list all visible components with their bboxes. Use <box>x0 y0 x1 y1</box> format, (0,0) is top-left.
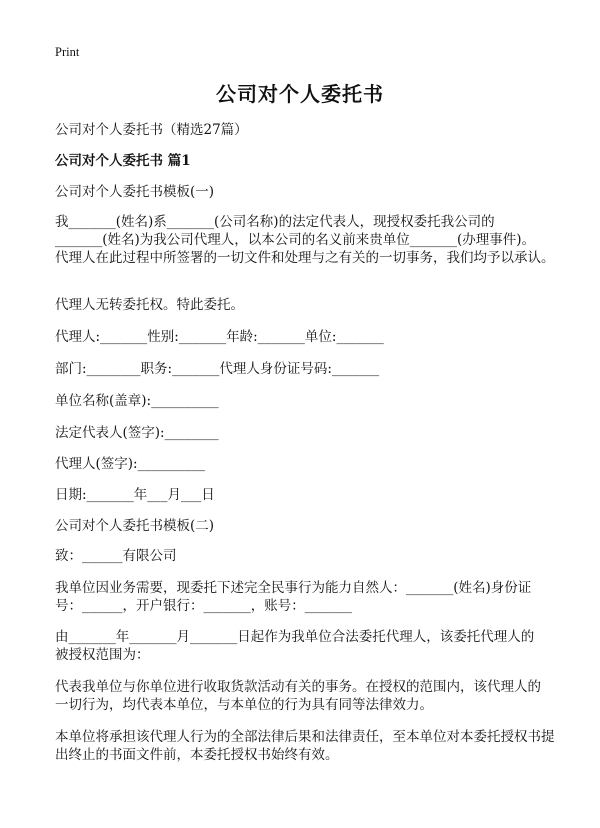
template2-para3-line1: 代表我单位与你单位进行收取货款活动有关的事务。在授权的范围内，该代理人的 <box>55 679 541 695</box>
template2-para3-line2: 一切行为，均代表本单位，与本单位的行为具有同等法律效力。 <box>55 697 433 713</box>
template2-heading: 公司对个人委托书模板(二) <box>55 518 215 534</box>
template2-para1-line2: 号：______，开户银行：_______，账号：_______ <box>55 598 352 614</box>
page-title: 公司对个人委托书 <box>216 82 384 106</box>
template2-para4-line2: 出终止的书面文件前，本委托授权书始终有效。 <box>55 747 339 763</box>
template2-para2-line2: 被授权范围为： <box>55 647 150 663</box>
template2-para1-line1: 我单位因业务需要，现委托下述完全民事行为能力自然人：_______(姓名)身份证 <box>55 580 532 596</box>
template1-field-line1: 代理人:_______性别:_______年龄:_______单位:_______ <box>55 329 384 345</box>
template1-para1-line3: 代理人在此过程中所签署的一切文件和处理与之有关的一切事务，我们均予以承认。 <box>55 250 555 266</box>
template1-field-line3: 单位名称(盖章):__________ <box>55 393 219 409</box>
template1-para1-line2: _______(姓名)为我公司代理人，以本公司的名义前来贵单位_______(办理事件)。 <box>55 232 536 248</box>
template1-para2: 代理人无转委托权。特此委托。 <box>55 297 244 313</box>
template2-para2-line1: 由_______年_______月_______日起作为我单位合法委托代理人，该委托代理人的 <box>55 629 535 645</box>
template1-heading: 公司对个人委托书模板(一) <box>55 184 215 200</box>
template1-field-line4: 法定代表人(签字):________ <box>55 425 219 441</box>
template1-field-line6: 日期:_______年___月___日 <box>55 487 215 503</box>
template2-to-line: 致：______有限公司 <box>55 548 177 564</box>
section-heading: 公司对个人委托书 篇1 <box>55 153 191 169</box>
template1-field-line5: 代理人(签字):__________ <box>55 456 206 472</box>
intro-line: 公司对个人委托书（精选27篇） <box>55 122 248 138</box>
template1-para1-line1: 我_______(姓名)系_______(公司名称)的法定代表人，现授权委托我公司的 <box>55 214 495 230</box>
template1-field-line2: 部门:________职务:_______代理人身份证号码:_______ <box>55 361 380 377</box>
template2-para4-line1: 本单位将承担该代理人行为的全部法律后果和法律责任，至本单位对本委托授权书提 <box>55 729 555 745</box>
print-link[interactable]: Print <box>55 45 80 59</box>
